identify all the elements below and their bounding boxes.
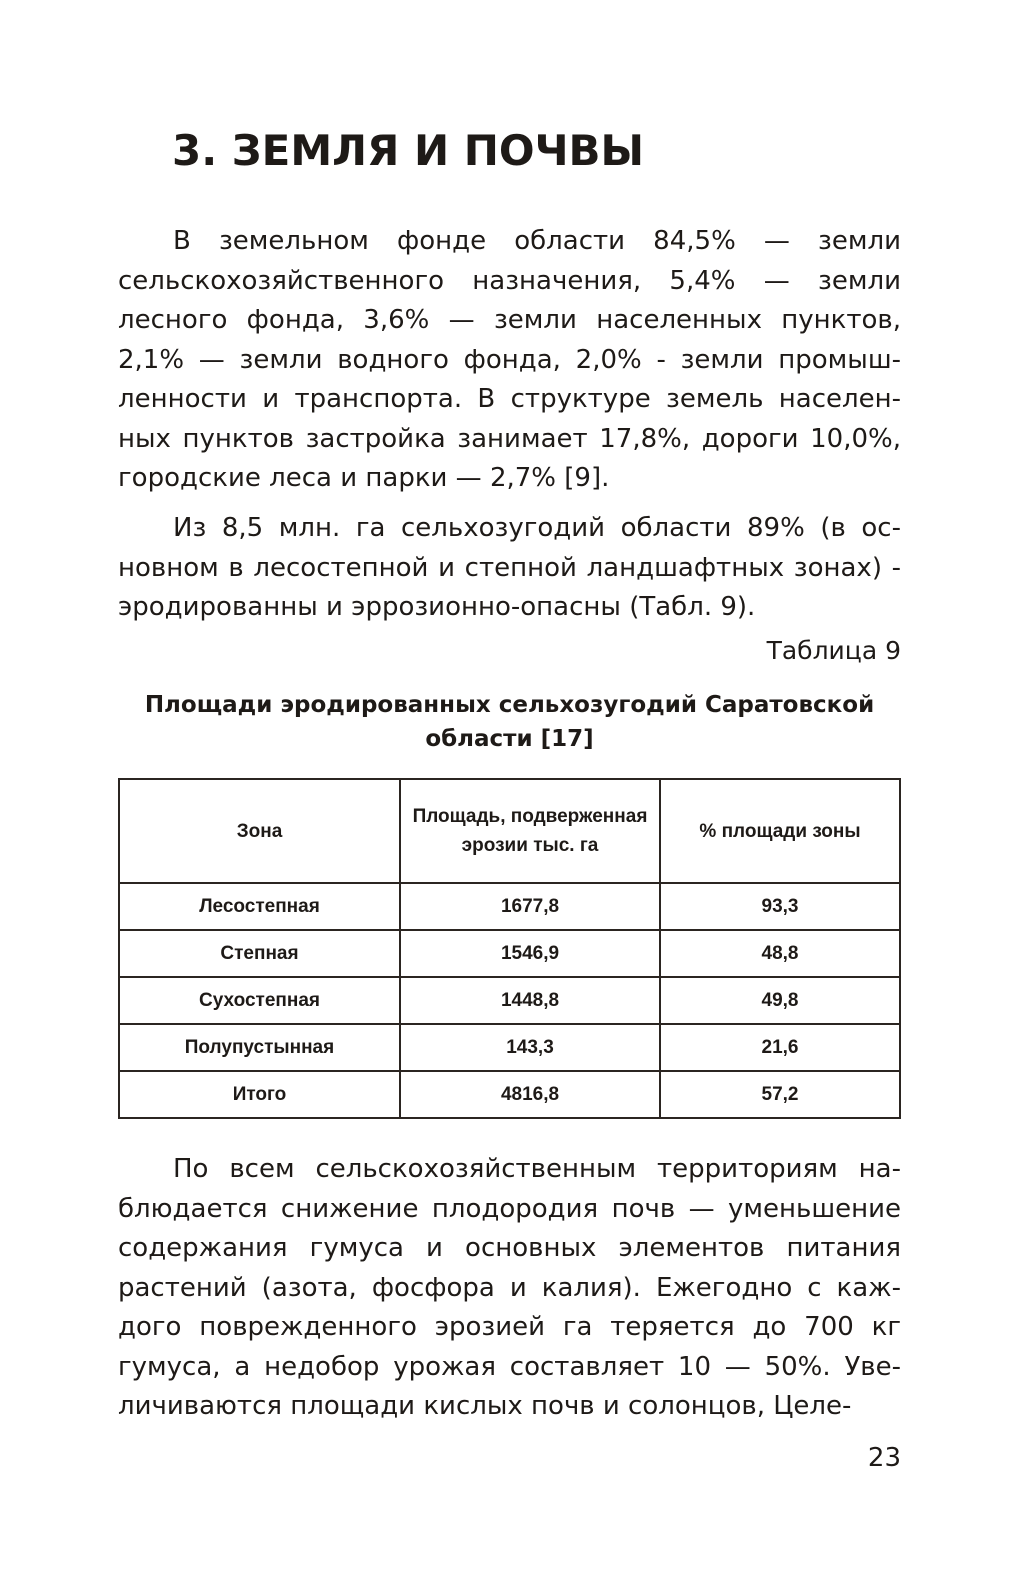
table-row (119, 883, 900, 930)
table-row (119, 1024, 900, 1071)
cell-percent: 93,3 (660, 883, 900, 930)
header-percent: % площади зоны (660, 779, 900, 883)
header-zone: Зона (119, 779, 400, 883)
cell-area: 1448,8 (400, 977, 660, 1024)
erosion-table (118, 778, 901, 1119)
chapter-heading: 3. ЗЕМЛЯ И ПОЧВЫ (172, 126, 645, 175)
cell-zone: Полупустынная (119, 1024, 400, 1071)
table-row (119, 977, 900, 1024)
cell-zone: Степная (119, 930, 400, 977)
cell-zone: Лесостепная (119, 883, 400, 930)
paragraph-soil-fertility: По всем сельскохозяйственным территориям наблюдается снижение плодородия почв — уменьшение содержания гумуса и основных элементов питания растений (азота, фосфора и калия). Ежегодно с каждого поврежденного эрозией га теряется до 700 кг гумуса, а недобор урожая составляет 10 — 50%. Увеличиваются площади кислых почв и солонцов, Целе- (118, 1154, 901, 1421)
cell-area: 1546,9 (400, 930, 660, 977)
cell-percent: 21,6 (660, 1024, 900, 1071)
table-title: Площади эродированных сельхозугодий Саратовской области [17] (144, 692, 875, 752)
cell-area: 1677,8 (400, 883, 660, 930)
paragraph-land-fund: В земельном фонде области 84,5% — земли сельскохозяйственного назначения, 5,4% — земли лесного фонда, 3,6% — земли населенных пунктов, 2,1% — земли водного фонда, 2,0% - земли промышленности и транспорта. В структуре земель населенных пунктов застройка занимает 17,8%, дороги 10,0%, городские леса и парки — 2,7% [9]. (118, 226, 901, 493)
cell-area: 143,3 (400, 1024, 660, 1071)
header-area: Площадь, подверженная эрозии тыс. га (400, 779, 660, 883)
cell-area: 4816,8 (400, 1071, 660, 1118)
table-header-row (119, 779, 900, 883)
cell-percent: 48,8 (660, 930, 900, 977)
cell-zone: Сухостепная (119, 977, 400, 1024)
page-number: 23 (867, 1443, 901, 1473)
cell-zone: Итого (119, 1071, 400, 1118)
table-row (119, 930, 900, 977)
cell-percent: 57,2 (660, 1071, 900, 1118)
table-label: Таблица 9 (766, 636, 901, 665)
paragraph-eroded-lands: Из 8,5 млн. га сельхозугодий области 89% (в основном в лесостепной и степной ландшафтных зонах) - эродированны и эррозионно-опасны (Табл. 9). (118, 513, 901, 622)
cell-percent: 49,8 (660, 977, 900, 1024)
table-total-row (119, 1071, 900, 1118)
